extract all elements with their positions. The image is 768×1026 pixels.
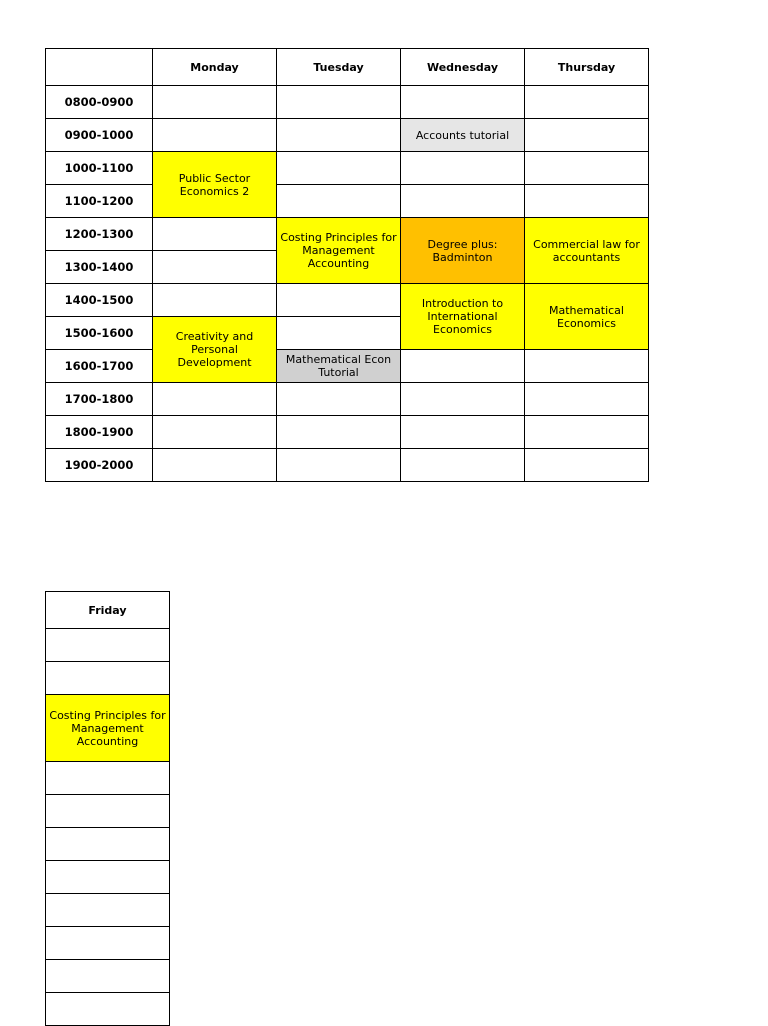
header-thursday: Thursday (525, 49, 649, 86)
header-tuesday: Tuesday (277, 49, 401, 86)
table-row (46, 993, 170, 1026)
empty-cell (277, 152, 401, 185)
empty-cell (46, 629, 170, 662)
event-degree-plus: Degree plus: Badminton (401, 218, 525, 284)
time-label: 1300-1400 (46, 251, 153, 284)
time-label: 1900-2000 (46, 449, 153, 482)
table-row (46, 662, 170, 695)
event-mathematical-economics: Mathematical Economics (525, 284, 649, 350)
empty-cell (46, 795, 170, 828)
table-row (46, 828, 170, 861)
empty-cell (46, 662, 170, 695)
table-row (46, 86, 649, 119)
time-label: 0900-1000 (46, 119, 153, 152)
empty-cell (153, 383, 277, 416)
event-friday-costing-principles: Costing Principles for Management Accounting (46, 695, 170, 762)
table-row (46, 449, 649, 482)
header-row (46, 49, 649, 86)
time-label: 1200-1300 (46, 218, 153, 251)
time-label: 1000-1100 (46, 152, 153, 185)
time-label: 1700-1800 (46, 383, 153, 416)
time-label: 1800-1900 (46, 416, 153, 449)
table-row (46, 762, 170, 795)
empty-cell (46, 960, 170, 993)
time-label: 1400-1500 (46, 284, 153, 317)
table-row (46, 629, 170, 662)
table-row (46, 284, 649, 317)
empty-cell (525, 449, 649, 482)
table-row (46, 960, 170, 993)
empty-cell (277, 284, 401, 317)
time-label: 1100-1200 (46, 185, 153, 218)
empty-cell (46, 894, 170, 927)
empty-cell (46, 828, 170, 861)
friday-header-row (46, 592, 170, 629)
event-math-econ-tutorial: Mathematical Econ Tutorial (277, 350, 401, 383)
empty-cell (525, 86, 649, 119)
empty-cell (401, 449, 525, 482)
table-row (46, 927, 170, 960)
event-costing-principles: Costing Principles for Management Accounting (277, 218, 401, 284)
empty-cell (46, 762, 170, 795)
table-row (46, 861, 170, 894)
empty-cell (525, 152, 649, 185)
empty-cell (525, 185, 649, 218)
table-row (46, 218, 649, 251)
empty-cell (46, 993, 170, 1026)
empty-cell (277, 119, 401, 152)
table-row (46, 119, 649, 152)
event-public-sector-economics: Public Sector Economics 2 (153, 152, 277, 218)
empty-cell (277, 86, 401, 119)
event-accounts-tutorial: Accounts tutorial (401, 119, 525, 152)
empty-cell (277, 383, 401, 416)
time-label: 1500-1600 (46, 317, 153, 350)
event-creativity: Creativity and Personal Development (153, 317, 277, 383)
empty-cell (401, 350, 525, 383)
empty-cell (46, 927, 170, 960)
empty-cell (153, 251, 277, 284)
event-commercial-law: Commercial law for accountants (525, 218, 649, 284)
header-monday: Monday (153, 49, 277, 86)
empty-cell (153, 119, 277, 152)
table-row (46, 416, 649, 449)
empty-cell (277, 185, 401, 218)
time-label: 0800-0900 (46, 86, 153, 119)
header-wednesday: Wednesday (401, 49, 525, 86)
table-row (46, 695, 170, 762)
table-row (46, 383, 649, 416)
table-row (46, 350, 649, 383)
empty-cell (525, 350, 649, 383)
table-row (46, 185, 649, 218)
empty-cell (153, 86, 277, 119)
empty-cell (46, 861, 170, 894)
event-intro-intl-economics: Introduction to International Economics (401, 284, 525, 350)
empty-cell (401, 86, 525, 119)
weekly-timetable (45, 48, 649, 482)
table-row (46, 795, 170, 828)
empty-cell (277, 416, 401, 449)
time-label: 1600-1700 (46, 350, 153, 383)
empty-cell (153, 449, 277, 482)
empty-cell (277, 317, 401, 350)
empty-cell (525, 119, 649, 152)
table-row (46, 894, 170, 927)
empty-cell (401, 152, 525, 185)
empty-cell (153, 416, 277, 449)
empty-cell (401, 416, 525, 449)
empty-cell (401, 185, 525, 218)
empty-cell (153, 218, 277, 251)
empty-cell (401, 383, 525, 416)
corner-cell (46, 49, 153, 86)
friday-timetable (45, 591, 170, 1026)
empty-cell (525, 416, 649, 449)
empty-cell (525, 383, 649, 416)
table-row (46, 152, 649, 185)
header-friday: Friday (46, 592, 170, 629)
empty-cell (277, 449, 401, 482)
empty-cell (153, 284, 277, 317)
